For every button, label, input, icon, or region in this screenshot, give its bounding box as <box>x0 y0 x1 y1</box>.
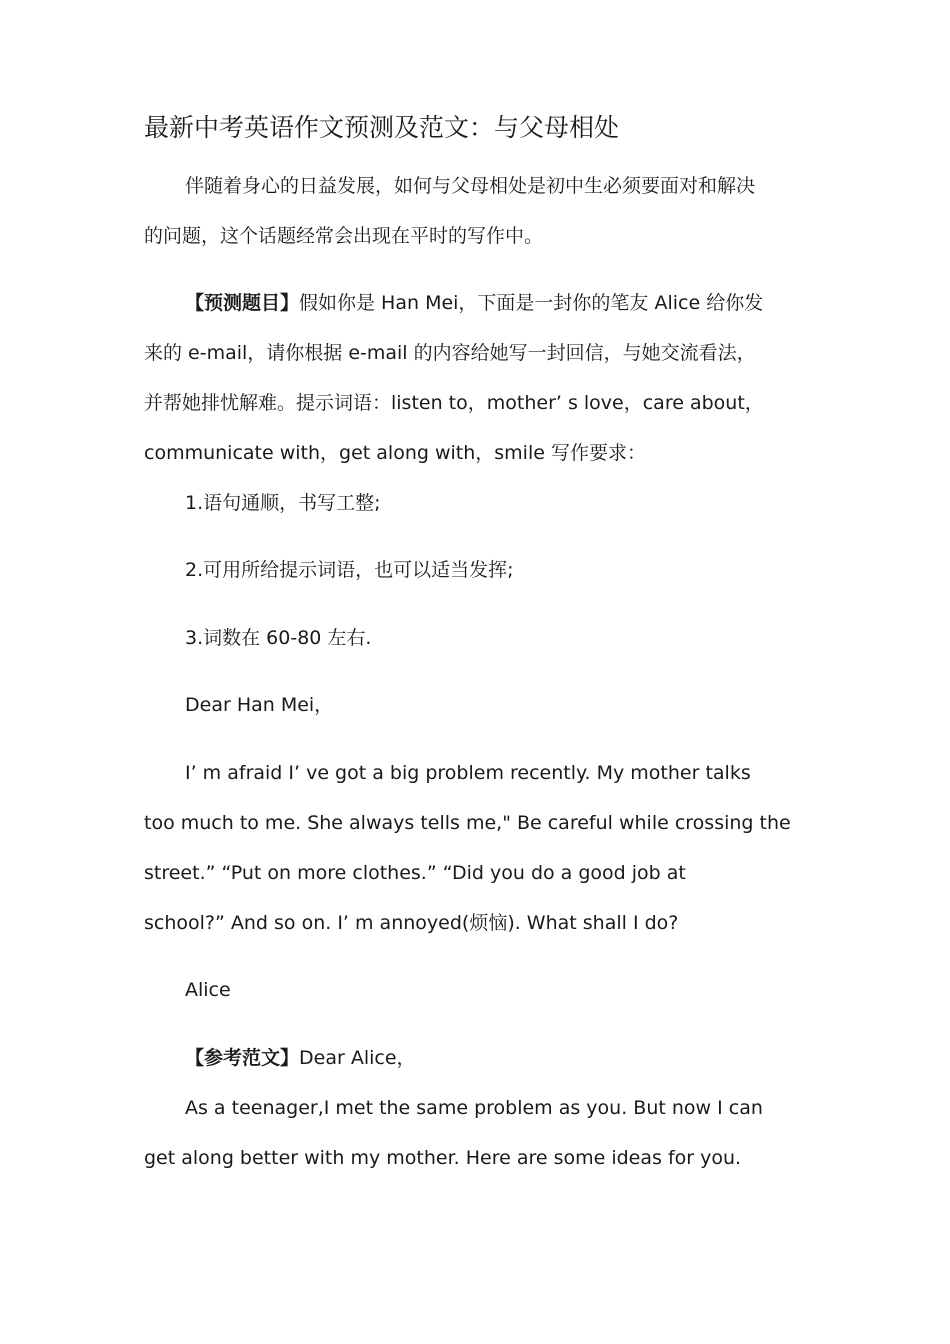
requirement-3: 3.词数在 60-80 左右. <box>185 627 372 649</box>
prediction-text-1: 假如你是 Han Mei，下面是一封你的笔友 Alice 给你发 <box>299 292 764 314</box>
intro-line-1: 伴随着身心的日益发展，如何与父母相处是初中生必须要面对和解决 <box>185 175 756 197</box>
sample-heading <box>185 1045 416 1071</box>
prediction-line-4: communicate with，get along with，smile 写作要求： <box>144 442 646 464</box>
requirement-1: 1.语句通顺，书写工整; <box>185 492 381 514</box>
prediction-line-3: 并帮她排忧解难。提示词语：listen to，mother’ s love，care about， <box>144 392 764 414</box>
sample-label: 【参考范文】 <box>185 1047 300 1069</box>
letter-body-4: school?” And so on. I’ m annoyed(烦恼). What shall I do? <box>144 912 679 934</box>
prediction-line-1 <box>185 290 763 316</box>
prediction-line-2: 来的 e-mail，请你根据 e-mail 的内容给她写一封回信，与她交流看法， <box>144 342 756 364</box>
sample-body-2: get along better with my mother. Here are some ideas for you. <box>144 1147 742 1169</box>
letter-body-2: too much to me. She always tells me," Be careful while crossing the <box>144 812 791 834</box>
intro-line-2: 的问题，这个话题经常会出现在平时的写作中。 <box>144 225 544 247</box>
requirement-2: 2.可用所给提示词语，也可以适当发挥; <box>185 559 514 581</box>
page-title: 最新中考英语作文预测及范文：与父母相处 <box>144 113 620 142</box>
letter-body-3: street.” “Put on more clothes.” “Did you do a good job at <box>144 862 686 884</box>
sample-body-1: As a teenager,I met the same problem as you. But now I can <box>185 1097 763 1119</box>
sample-salutation: Dear Alice， <box>299 1047 416 1069</box>
letter-signature: Alice <box>185 979 231 1001</box>
letter-salutation: Dear Han Mei， <box>185 694 334 716</box>
letter-body-1: I’ m afraid I’ ve got a big problem recently. My mother talks <box>185 762 751 784</box>
prediction-label: 【预测题目】 <box>185 292 300 314</box>
